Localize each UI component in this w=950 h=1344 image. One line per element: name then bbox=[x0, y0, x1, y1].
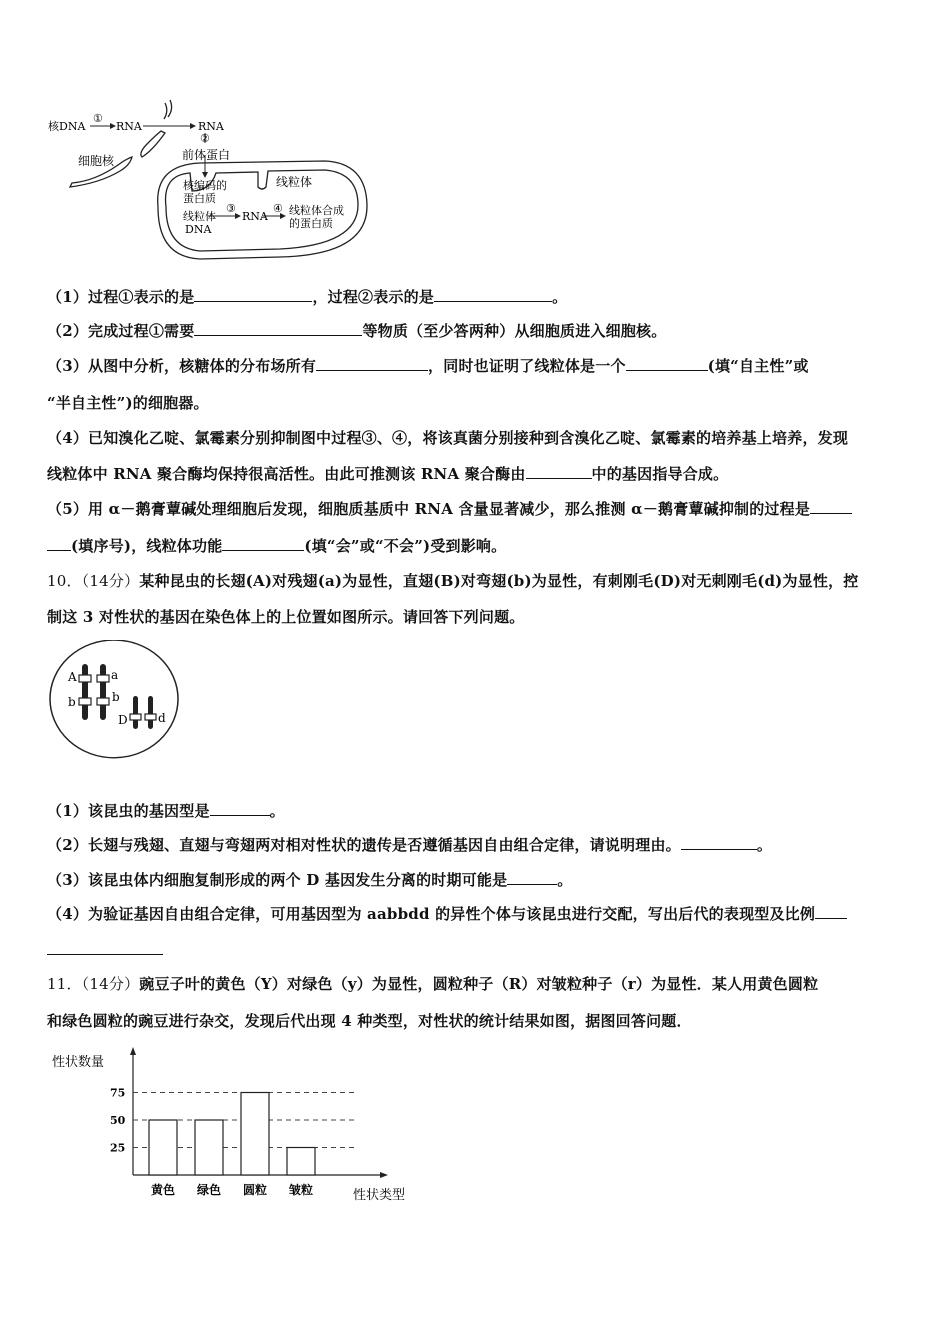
q9-part1: （1）过程①表示的是 ，过程②表示的是 。 bbox=[47, 288, 568, 306]
gene-locus-A bbox=[79, 675, 91, 682]
answer-blank[interactable] bbox=[222, 536, 304, 551]
x-tick-label: 皱粒 bbox=[288, 1183, 314, 1197]
chromosome bbox=[82, 664, 88, 720]
rna2-label: RNA bbox=[198, 120, 224, 133]
x-tick-label: 黄色 bbox=[150, 1183, 176, 1197]
mito-protein-label-1: 线粒体合成 bbox=[289, 204, 344, 217]
gene-label-A: A bbox=[68, 670, 77, 684]
answer-blank[interactable] bbox=[47, 536, 71, 551]
y-tick-label: 50 bbox=[110, 1114, 126, 1127]
gene-label-b2: b bbox=[112, 690, 120, 704]
x-axis-label: 性状类型 bbox=[353, 1188, 406, 1203]
nuclear-dna-label: 核DNA bbox=[48, 120, 86, 133]
step3-label: ③ bbox=[226, 202, 236, 215]
precursor-protein-label: 前体蛋白 bbox=[182, 148, 231, 162]
chromosome bbox=[148, 696, 153, 729]
bar-3 bbox=[241, 1093, 269, 1176]
nuclear-encoded-protein-label-1: 核编码的 bbox=[183, 179, 227, 192]
q9-part5: （5）用 α－鹅膏蕈碱处理细胞后发现，细胞质基质中 RNA 含量显著减少，那么推测 α－鹅膏蕈碱抑制的过程是 bbox=[47, 498, 852, 519]
nucleus-label: 细胞核 bbox=[78, 154, 115, 168]
bar-4 bbox=[287, 1148, 315, 1176]
answer-blank[interactable] bbox=[47, 938, 163, 955]
gene-locus-d bbox=[145, 714, 156, 720]
q9-part4: （4）已知溴化乙啶、氯霉素分别抑制图中过程③、④，将该真菌分别接种到含溴化乙啶、氯霉素的培养基上培养，发现 bbox=[47, 429, 849, 447]
chromosome bbox=[133, 696, 138, 729]
answer-blank[interactable] bbox=[210, 801, 270, 816]
answer-blank[interactable] bbox=[810, 499, 852, 514]
q10-part4: （4）为验证基因自由组合定律，可用基因型为 aabbdd 的异性个体与该昆虫进行交配，写出后代的表现型及比例 bbox=[47, 903, 847, 924]
answer-blank[interactable] bbox=[815, 904, 847, 919]
step1-label: ① bbox=[93, 112, 103, 125]
gene-locus-a bbox=[97, 675, 109, 682]
question-number: 11．（14分） bbox=[47, 975, 140, 993]
answer-blank[interactable] bbox=[434, 287, 552, 302]
gene-label-D: D bbox=[118, 713, 128, 727]
gene-label-d: d bbox=[158, 711, 166, 725]
bar-1 bbox=[149, 1120, 177, 1175]
answer-blank[interactable] bbox=[507, 870, 557, 885]
trait-count-bar-chart bbox=[40, 1045, 430, 1210]
gene-locus-b2 bbox=[97, 698, 109, 705]
q10-part2: （2）长翅与残翅、直翅与弯翅两对相对性状的遗传是否遵循基因自由组合定律，请说明理由。 。 bbox=[47, 836, 773, 854]
step2-label: ② bbox=[200, 132, 210, 145]
x-tick-label: 圆粒 bbox=[242, 1183, 268, 1197]
q11-stem-2: 和绿色圆粒的豌豆进行杂交，发现后代出现 4 种类型，对性状的统计结果如图，据图回答问题． bbox=[47, 1012, 692, 1030]
gene-locus-b1 bbox=[79, 698, 91, 705]
rna3-label: RNA bbox=[242, 210, 268, 223]
answer-blank[interactable] bbox=[626, 356, 708, 371]
gene-label-a: a bbox=[111, 668, 119, 682]
q9-part5-cont: (填序号)，线粒体功能 (填“会”或“不会”)受到影响。 bbox=[47, 535, 506, 556]
question-number: 10．（14分） bbox=[47, 572, 140, 590]
q10-stem-1: 10．（14分）某种昆虫的长翅(A)对残翅(a)为显性，直翅(B)对弯翅(b)为显性，有刺刚毛(D)对无刺刚毛(d)为显性，控 bbox=[47, 572, 859, 590]
answer-blank[interactable] bbox=[526, 464, 592, 479]
chromosome-diagram bbox=[48, 640, 182, 760]
answer-blank[interactable] bbox=[316, 356, 428, 371]
nuclear-encoded-protein-label-2: 蛋白质 bbox=[183, 192, 216, 205]
q11-stem-1: 11．（14分）豌豆子叶的黄色（Y）对绿色（y）为显性，圆粒种子（R）对皱粒种子（r）为显性．某人用黄色圆粒 bbox=[47, 975, 819, 993]
y-axis-label: 性状数量 bbox=[52, 1055, 105, 1070]
mitochondrion-label: 线粒体 bbox=[276, 175, 313, 189]
nuclear-envelope-fragment bbox=[141, 131, 165, 157]
q10-stem-2: 制这 3 对性状的基因在染色体上的上位置如图所示。请回答下列问题。 bbox=[47, 608, 525, 626]
nuclear-envelope-curve bbox=[168, 100, 172, 117]
q9-part3: （3）从图中分析，核糖体的分布场所有 ，同时也证明了线粒体是一个 (填“自主性”或 bbox=[47, 357, 809, 375]
y-tick-label: 25 bbox=[110, 1141, 126, 1155]
mitochondria-diagram bbox=[40, 95, 380, 270]
x-tick-label: 绿色 bbox=[196, 1183, 222, 1197]
answer-blank[interactable] bbox=[194, 287, 312, 302]
gene-locus-D bbox=[130, 714, 141, 720]
step4-label: ④ bbox=[273, 202, 283, 215]
chromosome bbox=[100, 664, 106, 720]
bar-2 bbox=[195, 1120, 223, 1175]
q10-part3: （3）该昆虫体内细胞复制形成的两个 D 基因发生分离的时期可能是 。 bbox=[47, 871, 573, 889]
y-tick-label: 75 bbox=[110, 1086, 126, 1100]
mito-dna-label-1: 线粒体 bbox=[183, 210, 216, 223]
gene-label-b1: b bbox=[68, 695, 76, 709]
q9-part2: （2）完成过程①需要 等物质（至少答两种）从细胞质进入细胞核。 bbox=[47, 322, 667, 340]
q9-part3-cont: “半自主性”)的细胞器。 bbox=[47, 394, 209, 412]
answer-blank[interactable] bbox=[681, 835, 757, 850]
q10-part1: （1）该昆虫的基因型是 。 bbox=[47, 802, 285, 820]
rna1-label: RNA bbox=[116, 120, 142, 133]
mito-protein-label-2: 的蛋白质 bbox=[289, 217, 333, 230]
answer-blank[interactable] bbox=[194, 321, 362, 336]
q9-part4-cont: 线粒体中 RNA 聚合酶均保持很高活性。由此可推测该 RNA 聚合酶由 中的基因指导合成。 bbox=[47, 465, 729, 483]
mito-dna-label-2: DNA bbox=[185, 223, 212, 236]
